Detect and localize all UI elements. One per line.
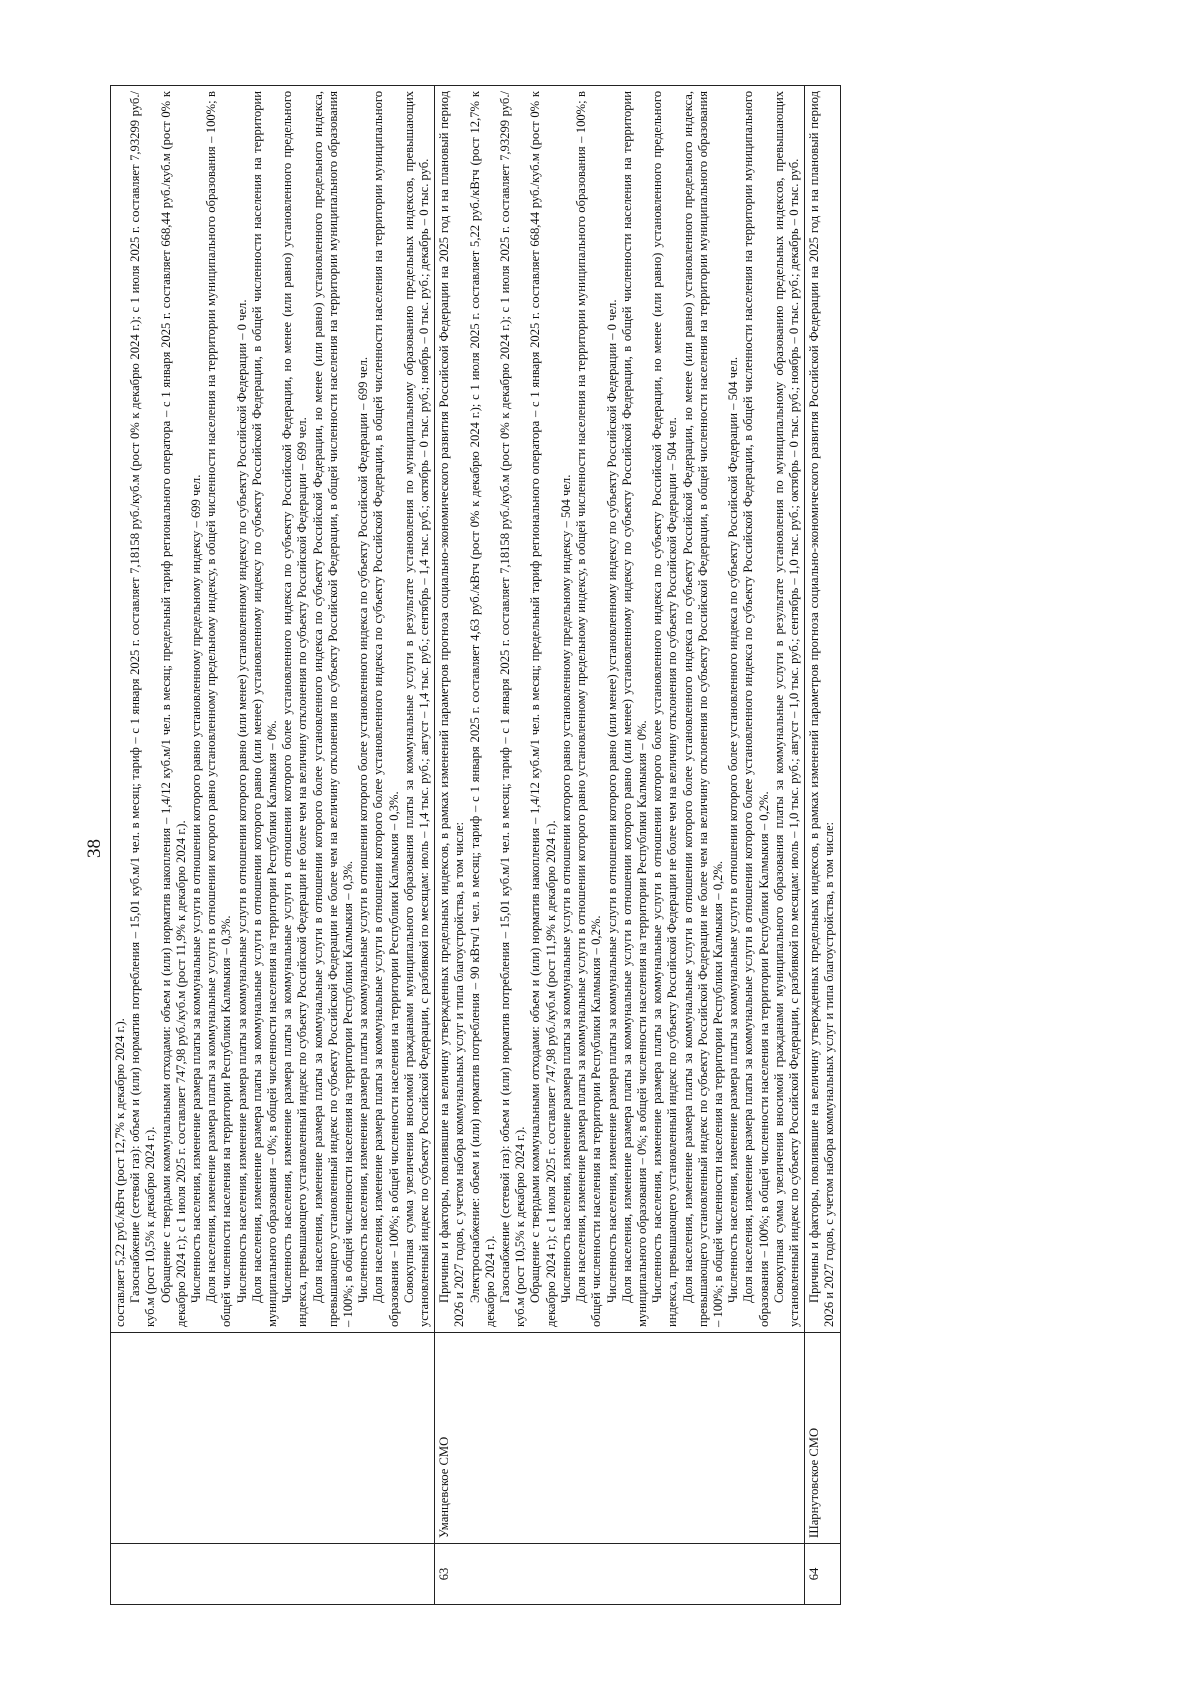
- description-paragraph: Численность населения, изменение размера платы за коммунальные услуги в отношении которого более установленного индекса по субъекту Российской Федерации, но менее (или равно) установленного предельного индекса, превышающего установленный индекс по субъекту Российской Федерации не более чем на величину отклонения по субъекту Российской Федерации – 504 чел.: [650, 91, 680, 1327]
- description-paragraph: Численность населения, изменение размера платы за коммунальные услуги в отношении которого более установленного индекса по субъекту Российской Федерации – 504 чел.: [726, 356, 741, 1303]
- description-cell: [805, 86, 840, 1333]
- description-paragraph: Обращение с твердыми коммунальными отходами: объем и (или) норматив накопления – 1,4/12 куб.м/1 чел. в месяц; предельный тариф регионального оператора – с 1 января 2025 г. составляет 668,44 руб./куб.м (рост 0% к декабрю 2024 г.); с 1 июля 2025 г. составляет 747,98 руб./куб.м (рост 11,9% к декабрю 2024 г.).: [158, 91, 188, 1327]
- description-paragraph: Совокупная сумма увеличения вносимой гражданами муниципального образования платы за коммунальные услуги в результате установления по муниципальному образованию предельных индексов, превышающих установленный индекс по субъекту Российской Федерации, с разбивкой по месяцам: июль – 1,4 тыс. руб.; август – 1,4 тыс. руб.; сентябрь – 1,4 тыс. руб.; октябрь – 0 тыс. руб.; ноябрь – 0 тыс. руб.; декабрь – 0 тыс. руб.: [401, 91, 432, 1327]
- description-paragraph: Численность населения, изменение размера платы за коммунальные услуги в отношении которого более установленного индекса по субъекту Российской Федерации – 699 чел.: [356, 356, 371, 1303]
- description-paragraph: Доля населения, изменение размера платы за коммунальные услуги в отношении которого более установленного индекса по субъекту Российской Федерации, в общей численности населения на территории муниципального образования – 100%; в общей численности населения на территории Республики Калмыкия – 0,3%.: [371, 91, 401, 1327]
- description-paragraph: составляет 5,22 руб./кВтч (рост 12,7% к декабрю 2024 г.).: [113, 1018, 127, 1327]
- description-paragraph: Доля населения, изменение размера платы за коммунальные услуги в отношении которого более установленного индекса по субъекту Российской Федерации, в общей численности населения на территории муниципального образования – 100%; в общей численности населения на территории Республики Калмыкия – 0,2%.: [741, 91, 771, 1327]
- description-paragraph: Газоснабжение (сетевой газ): объем и (или) норматив потребления – 15,01 куб.м/1 чел. в месяц; тариф – с 1 января 2025 г. составляет 7,18158 руб./куб.м (рост 0% к декабрю 2024 г.); с 1 июля 2025 г. составляет 7,93299 руб./куб.м (рост 10,5% к декабрю 2024 г.).: [128, 91, 158, 1327]
- description-paragraph: Газоснабжение (сетевой газ): объем и (или) норматив потребления – 15,01 куб.м/1 чел. в месяц; тариф – с 1 января 2025 г. составляет 7,18158 руб./куб.м (рост 0% к декабрю 2024 г.); с 1 июля 2025 г. составляет 7,93299 руб./куб.м (рост 10,5% к декабрю 2024 г.).: [498, 91, 528, 1327]
- description-paragraph: Численность населения, изменение размера платы за коммунальные услуги в отношении которого более установленного индекса по субъекту Российской Федерации, но менее (или равно) установленного предельного индекса, превышающего установленный индекс по субъекту Российской Федерации не более чем на величину отклонения по субъекту Российской Федерации – 699 чел.: [280, 91, 310, 1327]
- table-row: [805, 86, 840, 1605]
- description-paragraph: Доля населения, изменение размера платы за коммунальные услуги в отношении которого равно установленному предельному индексу, в общей численности населения на территории муниципального образования – 100%; в общей численности населения на территории Республики Калмыкия – 0,3%.: [204, 91, 234, 1327]
- municipality-name: Уманцевское СМО: [435, 1333, 805, 1544]
- row-number: 63: [435, 1544, 805, 1605]
- description-paragraph: Доля населения, изменение размера платы за коммунальные услуги в отношении которого более установленного индекса по субъекту Российской Федерации, но менее (или равно) установленного предельного индекса, превышающего установленный индекс по субъекту Российской Федерации не более чем на величину отклонения по субъекту Российской Федерации, в общей численности населения на территории муниципального образования – 100%; в общей численности населения на территории Республики Калмыкия – 0,2%.: [680, 91, 725, 1327]
- municipality-name: [111, 1333, 435, 1544]
- description-paragraph: Численность населения, изменение размера платы за коммунальные услуги в отношении которого равно установленному предельному индексу – 504 чел.: [558, 474, 573, 1303]
- description-paragraph: Доля населения, изменение размера платы за коммунальные услуги в отношении которого равно установленному предельному индексу, в общей численности населения на территории муниципального образования – 100%; в общей численности населения на территории Республики Калмыкия – 0,2%.: [574, 91, 604, 1327]
- row-number: [111, 1544, 435, 1605]
- description-paragraph: Причины и факторы, повлиявшие на величину утвержденных предельных индексов, в рамках изменений параметров прогноза социально-экономического развития Российской Федерации на 2025 год и на плановый период 2026 и 2027 годов, с учетом набора коммунальных услуг и типа благоустройства, в том числе:: [807, 91, 837, 1327]
- row-number: 64: [805, 1544, 840, 1605]
- description-paragraph: Доля населения, изменение размера платы за коммунальные услуги в отношении которого более установленного индекса по субъекту Российской Федерации, но менее (или равно) установленного предельного индекса, превышающего установленный индекс по субъекту Российской Федерации не более чем на величину отклонения по субъекту Российской Федерации, в общей численности населения на территории муниципального образования – 100%; в общей численности населения на территории Республики Калмыкия – 0,3%.: [310, 91, 356, 1327]
- description-paragraph: Доля населения, изменение размера платы за коммунальные услуги в отношении которого равно (или менее) установленному индексу по субъекту Российской Федерации, в общей численности населения на территории муниципального образования – 0%; в общей численности населения на территории Республики Калмыкия – 0%.: [619, 91, 649, 1327]
- description-paragraph: Совокупная сумма увеличения вносимой гражданами муниципального образования платы за коммунальные услуги в результате установления по муниципальному образованию предельных индексов, превышающих установленный индекс по субъекту Российской Федерации, с разбивкой по месяцам: июль – 1,0 тыс. руб.; август – 1,0 тыс. руб.; сентябрь – 1,0 тыс. руб.; октябрь – 0 тыс. руб.; ноябрь – 0 тыс. руб.; декабрь – 0 тыс. руб.: [771, 91, 801, 1327]
- description-paragraph: Численность населения, изменение размера платы за коммунальные услуги в отношении которого равно установленному предельному индексу – 699 чел.: [189, 474, 204, 1303]
- description-paragraph: Обращение с твердыми коммунальными отходами: объем и (или) норматив накопления – 1,4/12 куб.м/1 чел. в месяц; предельный тариф регионального оператора – с 1 января 2025 г. составляет 668,44 руб./куб.м (рост 0% к декабрю 2024 г.); с 1 июля 2025 г. составляет 747,98 руб./куб.м (рост 11,9% к декабрю 2024 г.).: [528, 91, 558, 1327]
- description-cell: [435, 86, 805, 1333]
- page-number: 38: [84, 839, 105, 858]
- table-row: [435, 86, 805, 1605]
- description-paragraph: Электроснабжение: объем и (или) норматив потребления – 90 кВтч/1 чел. в месяц; тариф – с 1 января 2025 г. составляет 4,63 руб./кВтч (рост 0% к декабрю 2024 г.); с 1 июля 2025 г. составляет 5,22 руб./кВтч (рост 12,7% к декабрю 2024 г.).: [467, 91, 497, 1327]
- description-cell: [111, 86, 435, 1333]
- municipality-name: Шарнутовское СМО: [805, 1333, 840, 1544]
- municipality-table: [110, 85, 841, 1605]
- description-paragraph: Численность населения, изменение размера платы за коммунальные услуги в отношении которого равно (или менее) установленному индексу по субъекту Российской Федерации – 0 чел.: [604, 299, 619, 1303]
- description-paragraph: Численность населения, изменение размера платы за коммунальные услуги в отношении которого равно (или менее) установленному индексу по субъекту Российской Федерации – 0 чел.: [234, 299, 249, 1303]
- description-paragraph: Доля населения, изменение размера платы за коммунальные услуги в отношении которого равно (или менее) установленному индексу по субъекту Российской Федерации, в общей численности населения на территории муниципального образования – 0%; в общей численности населения на территории Республики Калмыкия – 0%.: [249, 91, 280, 1327]
- table-row: [111, 86, 435, 1605]
- description-paragraph: Причины и факторы, повлиявшие на величину утвержденных предельных индексов, в рамках изменений параметров прогноза социально-экономического развития Российской Федерации на 2025 год и на плановый период 2026 и 2027 годов, с учетом набора коммунальных услуг и типа благоустройства, в том числе:: [437, 91, 467, 1327]
- table-body: [111, 86, 841, 1605]
